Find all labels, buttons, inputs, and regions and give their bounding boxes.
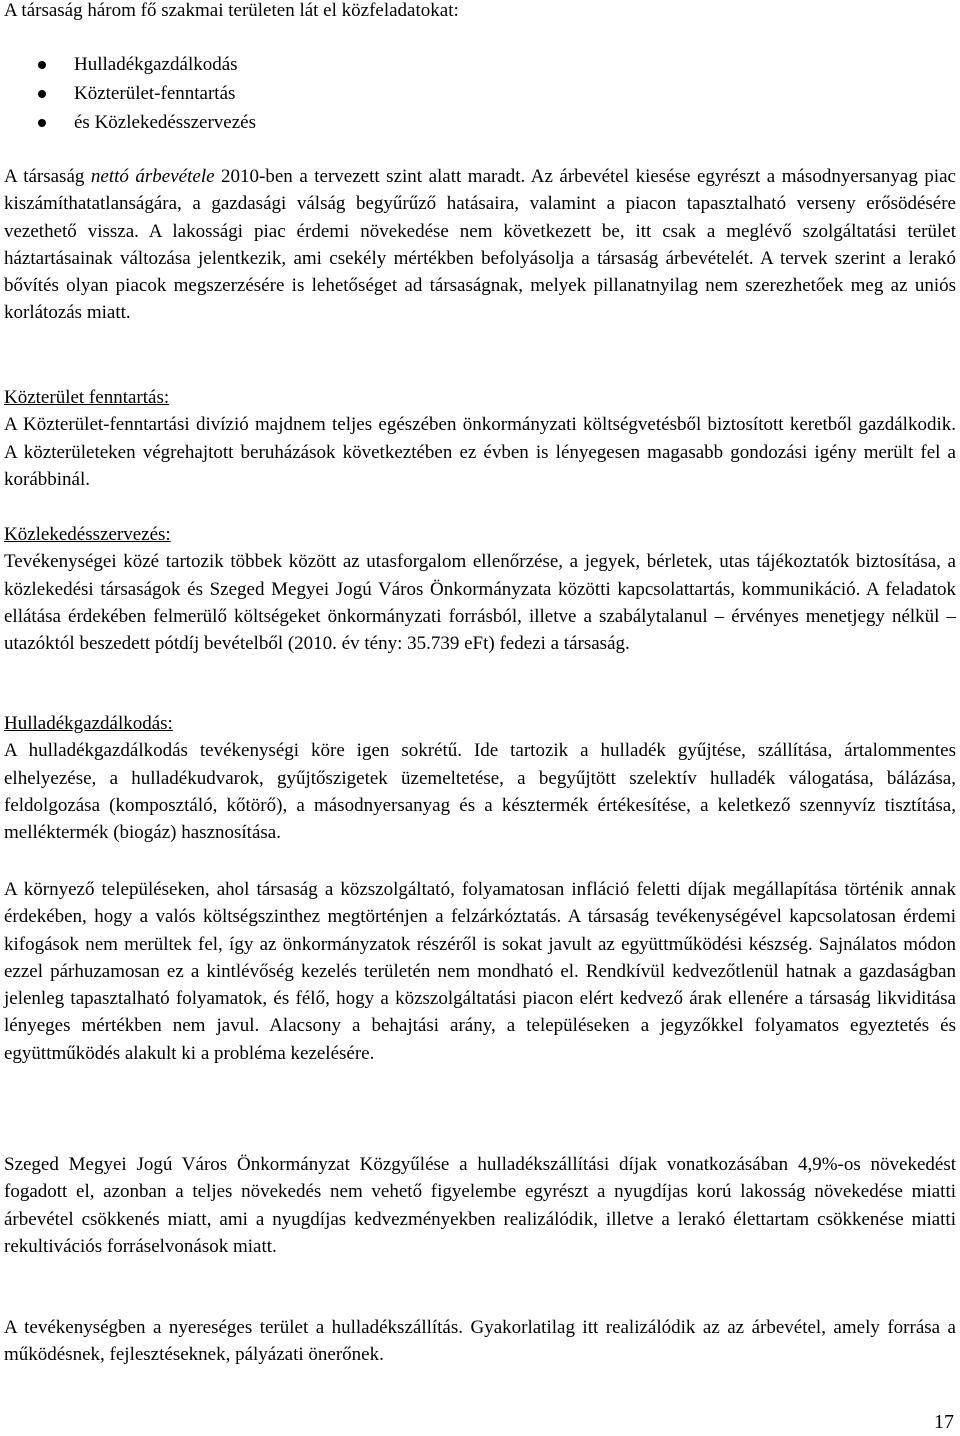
section-body: A hulladékgazdálkodás tevékenységi köre igen sokrétű. Ide tartozik a hulladék gyűjtése, szállítása, ártalommentes elhelyezése, a hulladékudvarok, gyűjtőszigetek üzemeltetése, a begyűjtött szelektív hulladék válogatása, bálázása, feldolgozása (komposztáló, kőtörő), a másodnyersanyag és a késztermék értékesítése, a keletkező szennyvíz tisztítása, melléktermék (biogáz) hasznosítása. [4,740,956,844]
list-item: Közterület-fenntartás [4,79,256,108]
page-number: 17 [934,1411,954,1433]
surrounding-settlements-paragraph: A környező településeken, ahol társaság a közszolgáltató, folyamatosan infláció feletti díjak megállapítása történik annak érdekében, hogy a valós költségszinthez megtörténjen a felzárkóztatás. A társaság tevékenységével kapcsolatosan érdemi kifogások nem merültek fel, így az önkormányzatok részéről is sokat javult az együttműködési készség. Sajnálatos módon ezzel párhuzamosan ez a kintlévőség kezelés területén nem mondható el. Rendkívül kedvezőtlenül hatnak a gazdaságban jelenleg tapasztalható folyamatok, és félő, hogy a közszolgáltatási piacon elért kedvező árak ellenére a társaság likviditása lényeges mértékben nem javul. Alacsony a behajtási arány, a településeken a jegyzőkkel folyamatos egyeztetés és együttműködés alakult ki a probléma kezelésére. [4,879,956,1064]
list-item: Hulladékgazdálkodás [4,50,256,79]
section-kozlekedes [4,521,956,657]
section-body: A Közterület-fenntartási divízió majdnem teljes egészében önkormányzati költségvetésből biztosított keretből gazdálkodik. A közterületeken végrehajtott beruházások következtében ez évben is lényegesen magasabb gondozási igény merült fel a korábbinál. [4,414,956,490]
bullet-icon [38,90,46,98]
profitable-area-paragraph: A tevékenységben a nyereséges terület a hulladékszállítás. Gyakorlatilag itt realizálódik az az árbevétel, amely forrása a működésnek, fejlesztéseknek, pályázati önerőnek. [4,1317,956,1366]
section-heading: Hulladékgazdálkodás: [4,713,173,734]
section-kozterulet [4,384,956,493]
bullet-icon [38,119,46,127]
bullet-icon [38,61,46,69]
section-body: Tevékenységei közé tartozik többek között az utasforgalom ellenőrzése, a jegyek, bérletek, utas tájékoztatók biztosítása, a közlekedési társaságok és Szeged Megyei Jogú Város Önkormányzata közötti kapcsolattartás, kommunikáció. A feladatok ellátása érdekében felmerülő költségeket önkormányzati forrásból, illetve a szabálytalanul – érvényes menetjegy nélkül – utazóktól beszedett pótdíj bevételből (2010. év tény: 35.739 eFt) fedezi a társaság. [4,551,956,655]
section-hulladek [4,710,956,846]
emphasis-net-revenue: nettó árbevétele [90,166,215,187]
szeged-assembly-paragraph: Szeged Megyei Jogú Város Önkormányzat Közgyűlése a hulladékszállítási díjak vonatkozásában 4,9%-os növekedést fogadott el, azonban a teljes növekedés nem vehető figyelembe egyrészt a nyugdíjas korú lakosság növekedése miatti árbevétel csökkenés miatt, ami a nyugdíjas kedvezményekben realizálódik, illetve a lerakó élettartam csökkenése miatti rekultivációs forráselvonások miatt. [4,1154,956,1257]
activity-list [4,50,256,137]
section-heading: Közlekedésszervezés: [4,524,171,545]
intro-text: A társaság három fő szakmai területen lát el közfeladatokat: [4,0,459,21]
revenue-paragraph: A társaság nettó árbevétele 2010-ben a tervezett szint alatt maradt. Az árbevétel kiesése egyrészt a másodnyersanyag piac kiszámíthatatlanságára, a gazdasági válság begyűrűző hatásaira, valamint a piacon tapasztalható verseny erősödésére vezethető vissza. A lakossági piac érdemi növekedése nem következett be, itt csak a meglévő szolgáltatási terület háztartásainak változása jelentkezik, ami csekély mértékben befolyásolja a társaság árbevételét. A tervek szerint a lerakó bővítés olyan piacok megszerzésére is lehetőséget ad társaságnak, melyek pillanatnyilag nem szerezhetőek meg az uniós korlátozás miatt. [4,166,956,324]
section-heading: Közterület fenntartás: [4,387,170,408]
list-item: és Közlekedésszervezés [4,108,256,137]
